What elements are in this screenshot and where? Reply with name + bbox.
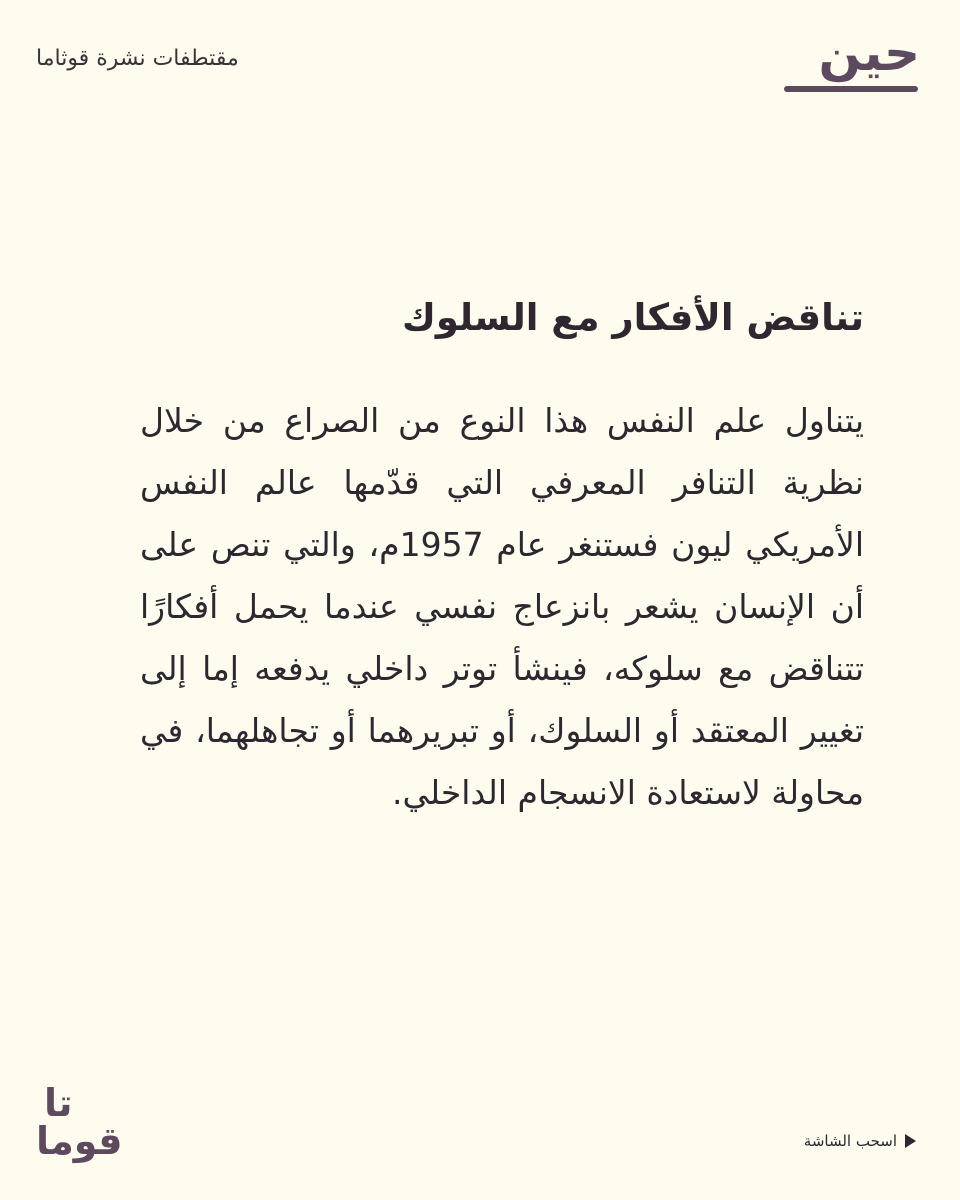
footer-logo-line2: قوما: [36, 1119, 123, 1163]
brand-logo-underline: [784, 86, 918, 92]
swipe-hint[interactable]: [804, 1132, 916, 1150]
brand-logo: حين: [818, 24, 920, 82]
article-title: تناقض الأفكار مع السلوك: [401, 296, 864, 339]
swipe-label: اسحب الشاشة: [803, 1132, 897, 1150]
newsletter-label: مقتطفات نشرة قوثاما: [36, 46, 239, 71]
article: [140, 290, 864, 824]
play-icon: [905, 1134, 916, 1148]
article-body: يتناول علم النفس هذا النوع من الصراع من خلال نظرية التنافر المعرفي التي قدّمها عالم النفس الأمريكي ليون فستنغر عام 1957م، والتي تنص على أن الإنسان يشعر بانزعاج نفسي عندما يحمل أفكارًا تتناقض مع سلوكه، فينشأ توتر داخلي يدفعه إما إلى تغيير المعتقد أو السلوك، أو تبريرهما أو تجاهلهما، في محاولة لاستعادة الانسجام الداخلي.: [140, 400, 864, 812]
footer-logo: [34, 1081, 134, 1168]
footer-logo-line1: تا: [44, 1081, 73, 1125]
